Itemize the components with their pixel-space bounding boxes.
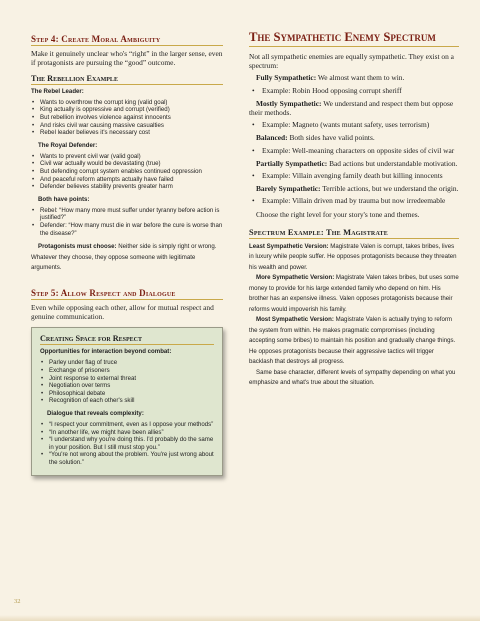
spectrum-level-label: Balanced: [256,133,288,143]
opportunity-item: • Philosophical debate [40,390,214,398]
rebellion-heading: The Rebellion Example [31,74,223,85]
opportunity-item: • Joint response to external threat [40,375,214,383]
rebel-leader-label: The Rebel Leader: [31,87,84,95]
magistrate-paragraph [249,273,459,315]
spectrum-example-list [249,171,459,180]
spectrum-level-label: Fully Sympathetic: [256,73,317,83]
respect-heading: Creating Space for Respect [40,334,214,345]
dialogue-item: • “I understand why you're doing this. I'd probably do the same in your position. But I still must stop you.” [40,436,214,451]
step5-body: Even while opposing each other, allow for mutual respect and genuine communication. [31,302,214,322]
magistrate-version-text: Magistrate Valen is corrupt, takes bribes, lives in luxury while people suffer. He opposes protagonists because they threaten his wealth and power. [249,242,457,271]
spectrum-example-list [249,196,459,205]
opportunity-item: • Negotiation over terms [40,382,214,390]
choose-text: Neither side is simply right or wrong. Whatever they choose, they oppose someone with legitimate arguments. [31,243,217,272]
choose-label: Protagonists must choose: [38,243,117,251]
spectrum-example-list [249,120,459,129]
spectrum-closing: Choose the right level for your story's tone and themes. [256,209,420,219]
rebel-leader-points [31,99,223,137]
rebellion-example [31,74,223,274]
dialogue-item: • “I respect your commitment, even as I oppose your methods” [40,421,214,429]
left-column [31,34,223,476]
spectrum-intro: Not all sympathetic enemies are equally sympathetic. They exist on a spectrum: [249,52,454,71]
magistrate-paragraph [249,368,459,389]
spectrum-level [249,99,459,117]
protagonists-choose [31,242,223,274]
magistrate-version-text: Magistrate Valen is actually trying to reform the system from within. He makes pragmatic compromises (including accepting some bribes) to maintain his position and gradually change things. He opposes protagonists because their aggressive tactics will trigger backlash that destroys all progress. [249,316,456,366]
dialogue-list [40,421,214,467]
spectrum-level [249,159,459,168]
rebel-leader-point: • And risks civil war causing massive casualties [31,122,223,130]
spectrum-level [249,184,459,193]
respect-sidebar-box [31,327,223,475]
step4-body: Make it genuinely unclear who's “right” in the larger sense, even if protagonists are pursuing the “good” outcome. [31,49,223,68]
spectrum-levels [249,73,459,205]
both-points-list [31,207,223,237]
magistrate-paragraph [249,315,459,368]
magistrate-version-text: Same base character, different levels of sympathy depending on what you emphasize and what's true about the situation. [249,368,456,387]
magistrate-paragraph [249,242,459,274]
royal-defender-point: • But defending corrupt system enables continued oppression [31,168,223,176]
step5-heading: Step 5: Allow Respect and Dialogue [31,288,223,300]
magistrate-paragraphs [249,242,459,389]
spectrum-example-list [249,146,459,155]
spectrum-level-text: We almost want them to win. [316,73,405,83]
rebel-leader-point: • But rebellion involves violence against innocents [31,114,223,122]
spectrum-level [249,133,459,142]
opportunities-label: Opportunities for interaction beyond combat: [40,348,172,356]
spectrum-level-text: Both sides have valid points. [287,133,375,143]
dialogue-label: Dialogue that reveals complexity: [47,410,144,417]
spectrum-example: • Example: Villain driven mad by trauma but now irredeemable [249,196,459,205]
step4-heading: Step 4: Create Moral Ambiguity [31,34,223,46]
spectrum-example: • Example: Magneto (wants mutant safety, uses terrorism) [249,120,459,129]
spectrum-level-text: We understand and respect them but oppose their methods. [249,98,454,118]
royal-defender-point: • Civil war actually would be devastating (true) [31,160,223,168]
magistrate-version-label: Least Sympathetic Version: [249,242,329,250]
right-column [249,30,459,389]
footer-band [0,615,480,621]
magistrate-version-label: More Sympathetic Version: [256,274,335,282]
spectrum-heading: The Sympathetic Enemy Spectrum [249,30,459,47]
rebel-leader-point: • King actually is oppressive and corrupt (verified) [31,106,223,114]
both-point: • Defender: “How many must die in war before the cure is worse than the disease?” [31,222,223,237]
spectrum-example-list [249,86,459,95]
both-points-label: Both have points: [38,195,90,203]
magistrate-version-text: Magistrate Valen takes bribes, but uses some money to provide for his large extended family who depend on him. His brother has an expensive illness. Valen opposes protagonists because their reforms would impoverish his family. [249,274,459,313]
opportunity-item: • Recognition of each other's skill [40,397,214,405]
spectrum-level-label: Mostly Sympathetic: [256,98,322,108]
magistrate-version-label: Most Sympathetic Version: [256,316,334,324]
spectrum-example: • Example: Well-meaning characters on opposite sides of civil war [249,146,459,155]
page-number: 32 [14,598,21,605]
spectrum-example: • Example: Robin Hood opposing corrupt sheriff [249,86,459,95]
spectrum-level-text: Bad actions but understandable motivation. [327,158,458,168]
royal-defender-point: • Wants to prevent civil war (valid goal) [31,153,223,161]
dialogue-item: • “You're not wrong about the problem. You're just wrong about the solution.” [40,451,214,466]
rebel-leader-point: • Wants to overthrow the corrupt king (valid goal) [31,99,223,107]
both-point: • Rebel: “How many more must suffer under tyranny before action is justified?” [31,207,223,222]
rebel-leader-point: • Rebel leader believes it's necessary cost [31,129,223,137]
spectrum-level [249,73,459,82]
magistrate-heading: Spectrum Example: The Magistrate [249,228,459,239]
dialogue-item: • “In another life, we might have been allies” [40,429,214,437]
spectrum-level-text: Terrible actions, but we understand the origin. [320,184,459,194]
opportunities-list [40,359,214,405]
opportunity-item: • Exchange of prisoners [40,367,214,375]
royal-defender-point: • And peaceful reform attempts actually have failed [31,176,223,184]
spectrum-level-label: Barely Sympathetic: [256,184,321,194]
royal-defender-label: The Royal Defender: [38,141,98,149]
royal-defender-point: • Defender believes stability prevents greater harm [31,183,223,191]
spectrum-level-label: Partially Sympathetic: [256,158,328,168]
spectrum-example: • Example: Villain avenging family death but killing innocents [249,171,459,180]
opportunity-item: • Parley under flag of truce [40,359,214,367]
royal-defender-points [31,153,223,191]
